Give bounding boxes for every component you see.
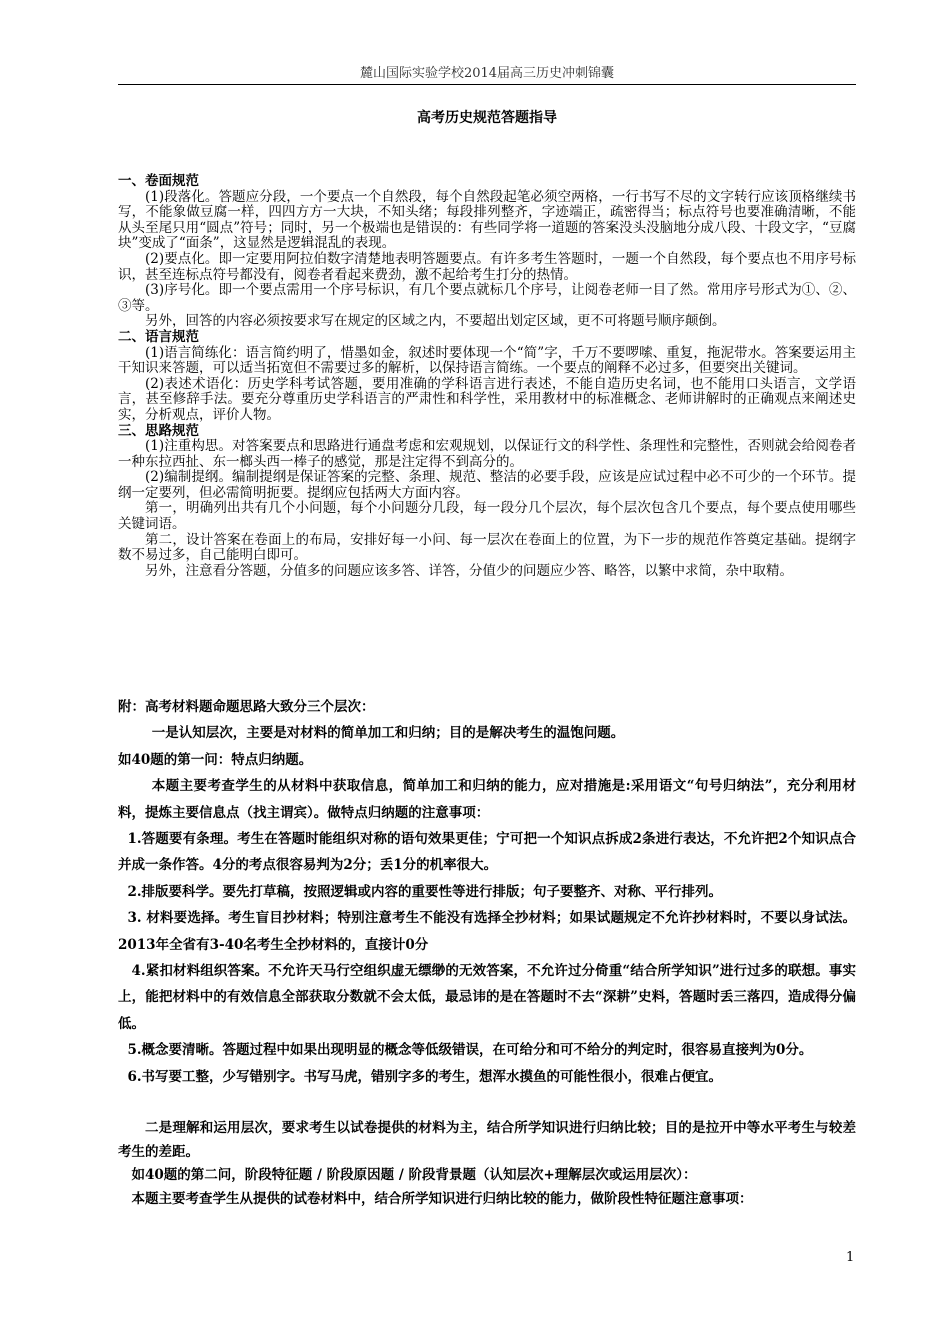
- list-item: 3. 材料要选择。考生盲目抄材料；特别注意考生不能没有选择全抄材料；如果试题规定不允许抄材料时，不要以身试法。2013年全省有3-40名考生全抄材料的，直接计0分: [118, 910, 856, 953]
- paragraph: (1)段落化。答题应分段，一个要点一个自然段，每个自然段起笔必须空两格，一行书写不尽的文字转行应该顶格继续书写，不能象做豆腐一样，四四方方一大块，不知头绪；每段排列整齐，字迹端正，疏密得当；标点符号也要准确清晰，不能从头至尾只用“圆点”符号；同时，另一个极端也是错误的：有些同学将一道题的答案没头没脑地分成八段、十段文字，“豆腐块”变成了“面条”，这显然是逻辑混乱的表现。: [118, 188, 856, 252]
- list-item: 2.排版要科学。要先打草稿，按照逻辑或内容的重要性等进行排版；句子要整齐、对称、平行排列。: [127, 883, 723, 900]
- document-title: 高考历史规范答题指导: [417, 110, 557, 126]
- appendix-section-continued: [118, 1117, 856, 1211]
- paragraph: (1)语言简练化：语言简约明了，惜墨如金，叙述时要体现一个“简”字，千万不要啰嗦、重复，拖泥带水。答案要运用主干知识来答题，可以适当拓宽但不需要过多的解析，以保持语言简练。一个要点的阐释不必过多，但要突出关键词。: [118, 344, 856, 377]
- paragraph: 另外，注意看分答题，分值多的问题应该多答、详答，分值少的问题应少答、略答，以繁中求简，杂中取精。: [145, 562, 793, 579]
- guidelines-section: [118, 174, 856, 579]
- paragraph: 一是认知层次，主要是对材料的简单加工和归纳；目的是解决考生的温饱问题。: [151, 725, 625, 742]
- paragraph: 二是理解和运用层次，要求考生以试卷提供的材料为主，结合所学知识进行归纳比较；目的是拉开中等水平考生与较差考生的差距。: [118, 1120, 856, 1160]
- paragraph: 如40题的第一问：特点归纳题。: [118, 751, 313, 768]
- paragraph: (2)表述术语化：历史学科考试答题，要用准确的学科语言进行表述，不能自造历史名词，也不能用口头语言，文学语言，甚至修辞手法。要充分尊重历史学科语言的严肃性和科学性，采用教材中的标准概念、老师讲解时的正确观点来阐述史实，分析观点，评价人物。: [118, 375, 856, 423]
- section-heading-thinking: 三、思路规范: [118, 422, 199, 439]
- paragraph: (2)编制提纲。编制提纲是保证答案的完整、条理、规范、整洁的必要手段，应该是应试过程中必不可少的一个环节。提纲一定要列，但必需简明扼要。提纲应包括两大方面内容。: [118, 469, 856, 501]
- list-item: 6.书写要工整，少写错别字。书写马虎，错别字多的考生，想浑水摸鱼的可能性很小，很难占便宜。: [127, 1068, 723, 1085]
- list-item: 1.答题要有条理。考生在答题时能组织对称的语句效果更佳；宁可把一个知识点拆成2条进行表达，不允许把2个知识点合并成一条作答。4分的考点很容易判为2分；丢1分的机率很大。: [118, 831, 856, 874]
- paragraph: (2)要点化。即一定要用阿拉伯数字清楚地表明答题要点。有许多考生答题时，一题一个自然段，每个要点也不用序号标识，甚至连标点符号都没有，阅卷者看起来费劲，激不起给考生打分的热情。: [118, 250, 856, 283]
- section-heading-layout: 一、卷面规范: [118, 173, 199, 189]
- paragraph: 第二，设计答案在卷面上的布局，安排好每一小问、每一层次在卷面上的位置，为下一步的规范作答奠定基础。提纲字数不易过多，自己能明白即可。: [118, 531, 856, 564]
- section-heading-language: 二、语言规范: [118, 328, 199, 345]
- paragraph: 本题主要考查学生从提供的试卷材料中，结合所学知识进行归纳比较的能力，做阶段性特征题注意事项：: [131, 1190, 753, 1207]
- paragraph: 第一，明确列出共有几个小问题，每个小问题分几段，每一段分几个层次，每个层次包含几个要点，每个要点使用哪些关键词语。: [118, 500, 856, 533]
- paragraph: (1)注重构思。对答案要点和思路进行通盘考虑和宏观规划，以保证行文的科学性、条理性和完整性，否则就会给阅卷者一种东拉西扯、东一榔头西一棒子的感觉，那是注定得不到高分的。: [118, 438, 856, 470]
- page-number: 1: [846, 1250, 855, 1265]
- paragraph: (3)序号化。即一个要点需用一个序号标识，有几个要点就标几个序号，让阅卷老师一目了然。常用序号形式为①、②、③等。: [118, 282, 856, 314]
- paragraph: 另外，回答的内容必须按要求写在规定的区域之内，不要超出划定区域，更不可将题号顺序颠倒。: [145, 313, 726, 330]
- paragraph: 如40题的第二问，阶段特征题 / 阶段原因题 / 阶段背景题（认知层次+理解层次或运用层次）：: [131, 1167, 697, 1183]
- appendix-section: [118, 694, 856, 1090]
- appendix-heading: 附：高考材料题命题思路大致分三个层次：: [118, 699, 375, 715]
- list-item: 4.紧扣材料组织答案。不允许天马行空组织虚无缥缈的无效答案，不允许过分倚重“结合所学知识”进行过多的联想。事实上，能把材料中的有效信息全部获取分数就不会太低，最忌讳的是在答题时不去“深耕”史料，答题时丢三落四，造成得分偏低。: [118, 963, 856, 1032]
- page-header: 麓山国际实验学校2014届高三历史冲刺锦囊: [118, 62, 856, 85]
- paragraph: 本题主要考查学生的从材料中获取信息，简单加工和归纳的能力，应对措施是:采用语文“句号归纳法”，充分利用材料，提炼主要信息点（找主谓宾）。做特点归纳题的注意事项：: [118, 778, 856, 821]
- list-item: 5.概念要清晰。答题过程中如果出现明显的概念等低级错误，在可给分和可不给分的判定时，很容易直接判为0分。: [127, 1042, 813, 1059]
